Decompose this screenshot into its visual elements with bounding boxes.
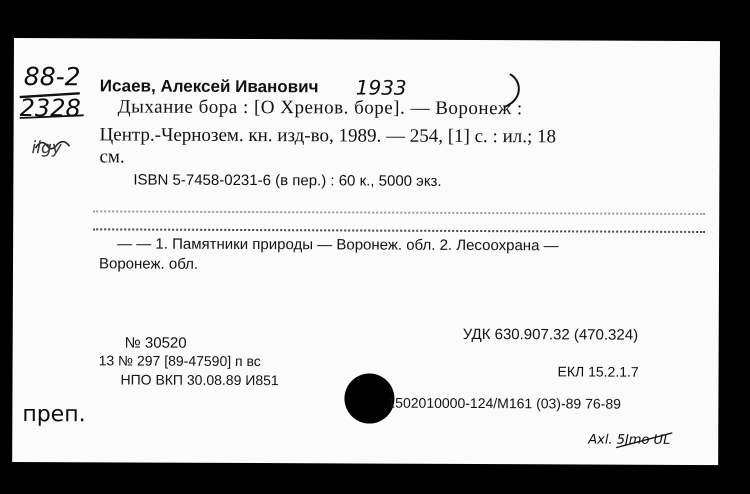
imprint-end: см.: [99, 146, 125, 168]
pencil-note: ilgy: [31, 138, 62, 159]
ekl-code: ЕКЛ 15.2.1.7: [557, 363, 639, 380]
shelf-mark-top: 88-2: [23, 62, 81, 92]
subjects-line-2: Воронеж. обл.: [98, 255, 199, 273]
author-heading: Исаев, Алексей Иванович: [99, 76, 319, 97]
title-line: Дыхание бора : [О Хренов. боре]. — Воронеж :: [117, 96, 523, 120]
subjects-line-1: — — 1. Памятники природы — Воронеж. обл. 2. Лесоохрана —: [117, 235, 559, 255]
bottom-right-note: Axl. 5Jmo UL: [588, 432, 671, 448]
imprint-line: Центр.-Чернозем. кн. изд-во, 1989. — 254, [1] с. : ил.; 18: [99, 124, 557, 148]
classification-code: 1502010000-124/М161 (03)-89 76-89: [387, 394, 621, 412]
isbn-line: ISBN 5-7458-0231-6 (в пер.) : 60 к., 5000 экз.: [133, 171, 442, 190]
birth-year: 1933: [355, 75, 407, 100]
order-line: 13 № 297 [89-47590] п вс: [98, 352, 261, 370]
card-number: № 30520: [124, 334, 187, 352]
udk-code: УДК 630.907.32 (470.324): [462, 325, 639, 344]
catalog-card: [12, 38, 720, 465]
npo-line: НПО ВКП 30.08.89 И851: [120, 371, 279, 389]
shelf-mark-bottom: 2328: [19, 94, 81, 123]
preparation-note: преп.: [22, 402, 86, 428]
